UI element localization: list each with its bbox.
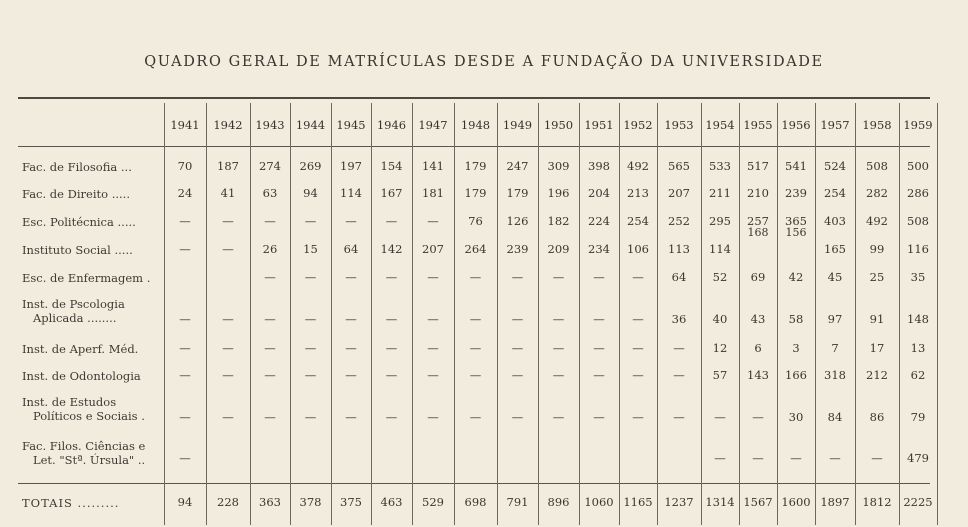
year-header: 1949 [502, 118, 533, 132]
table-cell: — [752, 410, 764, 424]
table-cell: 106 [627, 242, 649, 256]
table-cell: — [264, 368, 276, 382]
year-header: 1957 [820, 118, 850, 132]
row-label: Fac. de Filosofia ... [22, 160, 132, 174]
table-cell: — [427, 214, 439, 228]
year-header: 1950 [543, 118, 574, 132]
totals-cell: 1237 [664, 495, 694, 509]
table-cell: 166 [785, 368, 807, 382]
year-header: 1952 [623, 118, 653, 132]
table-cell: 282 [866, 186, 888, 200]
year-header: 1954 [705, 118, 735, 132]
totals-cell: 529 [422, 495, 444, 509]
table-cell: — [469, 368, 482, 382]
totals-cell: 378 [299, 495, 322, 509]
table-cell: 207 [668, 186, 690, 200]
table-cell: 196 [547, 186, 570, 200]
table-cell: 52 [712, 270, 728, 284]
table-cell: 224 [588, 214, 610, 228]
table-cell: — [345, 270, 357, 284]
table-cell: 141 [422, 159, 444, 173]
table-cell: — [264, 341, 276, 355]
table-cell: — [593, 410, 605, 424]
table-cell: 42 [788, 270, 804, 284]
table-cell: 91 [869, 312, 885, 326]
table-cell: 30 [788, 410, 804, 424]
year-header: 1943 [255, 118, 285, 132]
year-header: 1951 [584, 118, 614, 132]
totals-cell: 375 [340, 495, 362, 509]
table-cell: 295 [709, 214, 731, 228]
table-cell: — [871, 451, 883, 465]
table-cell: — [345, 214, 357, 228]
table-cell: — [345, 410, 357, 424]
table-cell: — [427, 341, 439, 355]
table-cell: 58 [788, 312, 804, 326]
year-header: 1956 [781, 118, 811, 132]
table-cell: 517 [747, 159, 769, 173]
table-cell: 257 [747, 214, 769, 228]
table-cell: 211 [709, 186, 731, 200]
year-header: 1942 [213, 118, 243, 132]
table-cell: 3 [792, 341, 800, 355]
table-cell: 113 [668, 242, 690, 256]
table-cell: — [385, 410, 398, 424]
table-cell: 114 [340, 186, 362, 200]
table-cell: 69 [750, 270, 766, 284]
table-cell: 41 [220, 186, 236, 200]
table-cell: 239 [785, 186, 807, 200]
table-cell: — [632, 270, 644, 284]
table-cell: — [511, 410, 524, 424]
totals-cell: 2225 [903, 495, 933, 509]
table-cell: — [593, 312, 605, 326]
totals-cell: 463 [380, 495, 403, 509]
table-cell: — [673, 341, 685, 355]
year-header: 1955 [743, 118, 773, 132]
table-cell: 524 [824, 159, 846, 173]
totals-label: TOTAIS ......... [22, 496, 120, 510]
table-cell: — [179, 312, 191, 326]
totals-cell: 1600 [781, 495, 811, 509]
table-cell: — [427, 312, 439, 326]
totals-rule [18, 483, 930, 484]
table-cell: — [345, 368, 357, 382]
table-cell: 36 [671, 312, 687, 326]
table-cell: — [345, 312, 357, 326]
row-label: Inst. de Estudos Políticos e Sociais . [22, 395, 145, 423]
table-cell: — [632, 312, 644, 326]
table-cell: 212 [866, 368, 888, 382]
table-cell: 365 [785, 214, 807, 228]
table-cell: — [179, 242, 191, 256]
table-cell: — [469, 312, 482, 326]
table-cell: — [632, 368, 644, 382]
table-cell: 492 [627, 159, 649, 173]
table-cell: — [427, 368, 439, 382]
table-cell: 209 [547, 242, 570, 256]
table-cell: 12 [712, 341, 728, 355]
table-cell: — [179, 410, 191, 424]
table-cell: 40 [712, 312, 728, 326]
table-cell: — [511, 341, 524, 355]
totals-cell: 94 [177, 495, 193, 509]
table-cell: — [752, 451, 764, 465]
table-cell: 197 [340, 159, 362, 173]
table-cell: 254 [627, 214, 649, 228]
table-cell: 181 [422, 186, 444, 200]
table-cell: — [673, 410, 685, 424]
table-subcell: 156 [785, 226, 807, 239]
year-header: 1946 [376, 118, 407, 132]
table-cell: — [469, 341, 482, 355]
table-cell: 182 [547, 214, 570, 228]
table-cell: — [673, 368, 685, 382]
table-cell: 167 [380, 186, 403, 200]
table-cell: — [264, 410, 276, 424]
table-cell: 142 [380, 242, 403, 256]
table-cell: — [714, 410, 726, 424]
row-label: Instituto Social ..... [22, 243, 133, 257]
table-cell: 62 [910, 368, 926, 382]
table-cell: — [552, 270, 565, 284]
table-cell: 247 [506, 159, 529, 173]
table-cell: — [427, 270, 439, 284]
table-cell: — [304, 368, 317, 382]
table-cell: — [222, 312, 234, 326]
table-cell: — [222, 214, 234, 228]
table-cell: 114 [709, 242, 731, 256]
table-cell: 43 [750, 312, 766, 326]
table-cell: — [385, 368, 398, 382]
table-cell: — [511, 270, 524, 284]
table-cell: 64 [671, 270, 687, 284]
totals-cell: 1060 [584, 495, 614, 509]
table-cell: — [552, 341, 565, 355]
table-cell: — [304, 214, 317, 228]
table-cell: 179 [506, 186, 529, 200]
table-cell: — [345, 341, 357, 355]
table-cell: — [385, 312, 398, 326]
table-cell: 403 [824, 214, 846, 228]
table-cell: 99 [869, 242, 885, 256]
table-cell: — [222, 242, 234, 256]
table-cell: — [385, 270, 398, 284]
table-cell: 70 [177, 159, 193, 173]
table-cell: — [593, 270, 605, 284]
table-cell: 143 [747, 368, 769, 382]
table-cell: — [632, 410, 644, 424]
table-cell: 148 [907, 312, 929, 326]
table-cell: — [222, 341, 234, 355]
table-cell: 94 [303, 186, 318, 200]
table-cell: 179 [464, 159, 487, 173]
totals-cell: 698 [464, 495, 487, 509]
table-subcell: 168 [747, 226, 769, 239]
year-header: 1944 [295, 118, 326, 132]
table-cell: — [427, 410, 439, 424]
table-cell: 508 [907, 214, 929, 228]
table-cell: — [790, 451, 802, 465]
table-cell: 63 [262, 186, 278, 200]
year-header: 1941 [170, 118, 200, 132]
table-cell: — [304, 410, 317, 424]
table-cell: — [829, 451, 841, 465]
table-cell: — [552, 368, 565, 382]
table-cell: 79 [910, 410, 926, 424]
year-header: 1945 [336, 118, 366, 132]
table-cell: 26 [262, 242, 278, 256]
table-cell: — [304, 270, 317, 284]
table-cell: 565 [668, 159, 690, 173]
table-cell: 45 [827, 270, 843, 284]
table-cell: 254 [824, 186, 846, 200]
table-cell: 269 [299, 159, 322, 173]
table-cell: — [511, 368, 524, 382]
table-cell: — [714, 451, 726, 465]
table-cell: — [552, 410, 565, 424]
table-cell: 492 [866, 214, 888, 228]
table-cell: 97 [827, 312, 843, 326]
table-cell: 204 [588, 186, 610, 200]
table-cell: — [304, 341, 317, 355]
table-cell: — [632, 341, 644, 355]
table-cell: — [179, 451, 191, 465]
totals-cell: 228 [217, 495, 239, 509]
table-cell: 17 [869, 341, 885, 355]
table-cell: — [179, 368, 191, 382]
table-cell: 286 [907, 186, 929, 200]
year-header: 1953 [664, 118, 694, 132]
table-cell: 508 [866, 159, 888, 173]
table-cell: — [385, 214, 398, 228]
row-label: Inst. de Pscologia Aplicada ........ [22, 297, 125, 325]
table-cell: — [179, 214, 191, 228]
table-cell: 239 [506, 242, 529, 256]
table-cell: 479 [907, 451, 929, 465]
table-cell: 500 [907, 159, 929, 173]
table-cell: 84 [827, 410, 843, 424]
totals-cell: 791 [506, 495, 529, 509]
totals-cell: 1812 [862, 495, 892, 509]
table-cell: 35 [910, 270, 926, 284]
table-cell: 207 [422, 242, 444, 256]
table-cell: 187 [217, 159, 239, 173]
table-cell: 309 [547, 159, 570, 173]
table-cell: — [593, 341, 605, 355]
table-cell: 64 [343, 242, 359, 256]
table-cell: — [469, 270, 482, 284]
table-cell: — [552, 312, 565, 326]
year-header: 1959 [903, 118, 933, 132]
table-cell: — [264, 312, 276, 326]
table-cell: 24 [177, 186, 193, 200]
year-header: 1947 [418, 118, 448, 132]
totals-cell: 1165 [623, 495, 653, 509]
table-cell: 165 [824, 242, 846, 256]
column-divider [937, 103, 938, 525]
table-cell: 7 [831, 341, 839, 355]
table-cell: 234 [588, 242, 610, 256]
table-cell: 15 [303, 242, 318, 256]
table-cell: 154 [380, 159, 403, 173]
table-cell: 13 [910, 341, 926, 355]
row-label: Fac. Filos. Ciências e Let. "Stª. Úrsula" .. [22, 439, 146, 467]
table-cell: 274 [259, 159, 281, 173]
table-cell: 318 [824, 368, 846, 382]
table-cell: 116 [907, 242, 929, 256]
top-rule [18, 97, 930, 99]
table-cell: 264 [464, 242, 487, 256]
table-cell: 210 [747, 186, 769, 200]
header-rule [18, 146, 930, 147]
row-label: Fac. de Direito ..... [22, 187, 130, 201]
table-cell: — [179, 341, 191, 355]
row-label: Esc. de Enfermagem . [22, 271, 151, 285]
table-cell: 533 [709, 159, 731, 173]
table-cell: — [222, 368, 234, 382]
totals-cell: 1567 [743, 495, 773, 509]
row-label: Inst. de Odontologia [22, 369, 141, 383]
table-cell: — [264, 214, 276, 228]
table-cell: — [593, 368, 605, 382]
table-cell: 6 [754, 341, 762, 355]
table-cell: 76 [468, 214, 483, 228]
table-cell: 86 [869, 410, 885, 424]
year-header: 1958 [862, 118, 892, 132]
row-label: Esc. Politécnica ..... [22, 215, 136, 229]
table-cell: — [304, 312, 317, 326]
table-cell: — [511, 312, 524, 326]
totals-cell: 1897 [820, 495, 850, 509]
year-header: 1948 [460, 118, 491, 132]
table-cell: — [264, 270, 276, 284]
totals-cell: 896 [547, 495, 570, 509]
row-label: Inst. de Aperf. Méd. [22, 342, 139, 356]
table-cell: — [469, 410, 482, 424]
table-cell: 252 [668, 214, 690, 228]
table-cell: — [385, 341, 398, 355]
table-cell: 126 [506, 214, 529, 228]
table-cell: 213 [627, 186, 649, 200]
table-cell: 179 [464, 186, 487, 200]
table-cell: 541 [785, 159, 807, 173]
table-cell: 57 [712, 368, 728, 382]
table-cell: 398 [588, 159, 610, 173]
totals-cell: 363 [259, 495, 281, 509]
table-cell: 25 [869, 270, 885, 284]
totals-cell: 1314 [705, 495, 735, 509]
table-cell: — [222, 410, 234, 424]
table-title: QUADRO GERAL DE MATRÍCULAS DESDE A FUNDAÇÃO DA UNIVERSIDADE [144, 54, 824, 70]
